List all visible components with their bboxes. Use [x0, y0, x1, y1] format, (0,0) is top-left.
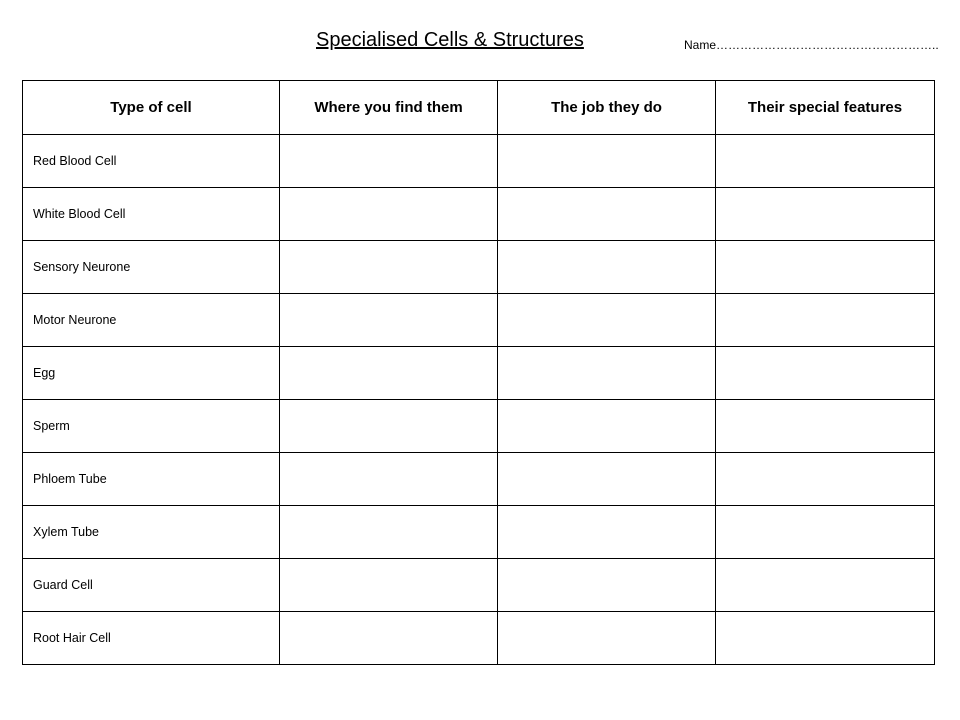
where-cell[interactable] — [280, 241, 498, 294]
table-row — [23, 135, 935, 188]
features-cell[interactable] — [716, 241, 935, 294]
cell-type-label: Sensory Neurone — [23, 241, 280, 294]
features-cell[interactable] — [716, 294, 935, 347]
table-row — [23, 559, 935, 612]
cell-type-label: Sperm — [23, 400, 280, 453]
cell-type-label: White Blood Cell — [23, 188, 280, 241]
cell-type-label: Egg — [23, 347, 280, 400]
features-cell[interactable] — [716, 453, 935, 506]
where-cell[interactable] — [280, 506, 498, 559]
features-cell[interactable] — [716, 506, 935, 559]
column-header-type: Type of cell — [23, 81, 280, 135]
column-header-job: The job they do — [498, 81, 716, 135]
job-cell[interactable] — [498, 400, 716, 453]
table-row — [23, 241, 935, 294]
features-cell[interactable] — [716, 347, 935, 400]
features-cell[interactable] — [716, 612, 935, 665]
cell-type-label: Guard Cell — [23, 559, 280, 612]
cells-table — [22, 80, 935, 665]
cell-type-label: Motor Neurone — [23, 294, 280, 347]
where-cell[interactable] — [280, 612, 498, 665]
features-cell[interactable] — [716, 559, 935, 612]
cell-type-label: Phloem Tube — [23, 453, 280, 506]
table-row — [23, 188, 935, 241]
where-cell[interactable] — [280, 559, 498, 612]
column-header-features: Their special features — [716, 81, 935, 135]
table-row — [23, 506, 935, 559]
table-row — [23, 612, 935, 665]
table-row — [23, 400, 935, 453]
where-cell[interactable] — [280, 347, 498, 400]
cell-type-label: Root Hair Cell — [23, 612, 280, 665]
where-cell[interactable] — [280, 294, 498, 347]
job-cell[interactable] — [498, 294, 716, 347]
table-row — [23, 347, 935, 400]
features-cell[interactable] — [716, 188, 935, 241]
job-cell[interactable] — [498, 506, 716, 559]
column-header-where: Where you find them — [280, 81, 498, 135]
job-cell[interactable] — [498, 135, 716, 188]
table-row — [23, 294, 935, 347]
cell-type-label: Xylem Tube — [23, 506, 280, 559]
job-cell[interactable] — [498, 453, 716, 506]
job-cell[interactable] — [498, 612, 716, 665]
job-cell[interactable] — [498, 347, 716, 400]
table-header-row — [23, 81, 935, 135]
features-cell[interactable] — [716, 400, 935, 453]
name-field[interactable]: Name……………………………………………….. — [684, 38, 939, 52]
features-cell[interactable] — [716, 135, 935, 188]
where-cell[interactable] — [280, 453, 498, 506]
where-cell[interactable] — [280, 400, 498, 453]
job-cell[interactable] — [498, 188, 716, 241]
table-row — [23, 453, 935, 506]
cell-type-label: Red Blood Cell — [23, 135, 280, 188]
job-cell[interactable] — [498, 559, 716, 612]
where-cell[interactable] — [280, 188, 498, 241]
where-cell[interactable] — [280, 135, 498, 188]
job-cell[interactable] — [498, 241, 716, 294]
page-title: Specialised Cells & Structures — [316, 29, 584, 51]
